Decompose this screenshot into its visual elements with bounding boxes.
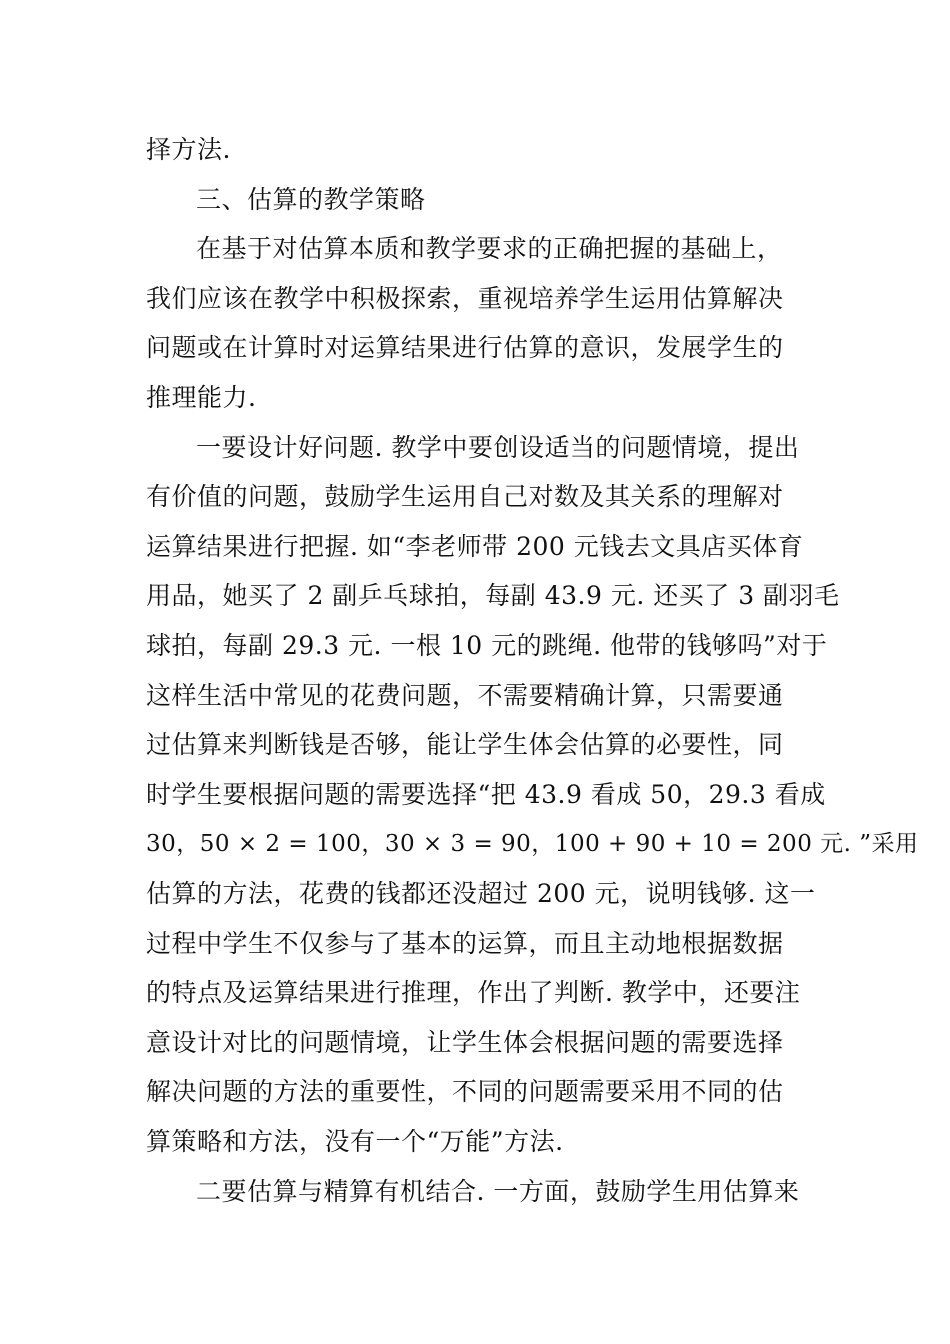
text-line: 运算结果进行把握. 如“李老师带 200 元钱去文具店买体育 <box>146 532 804 561</box>
text-line: 时学生要根据问题的需要选择“把 43.9 看成 50，29.3 看成 <box>146 780 826 809</box>
text-line: 在基于对估算本质和教学要求的正确把握的基础上， <box>196 234 783 263</box>
text-line: 用品，她买了 2 副乒乓球拍，每副 43.9 元. 还买了 3 副羽毛 <box>146 581 840 610</box>
text-line: 这样生活中常见的花费问题，不需要精确计算，只需要通 <box>146 681 784 710</box>
text-line: 我们应该在教学中积极探索，重视培养学生运用估算解决 <box>146 284 784 313</box>
text-line: 二要估算与精算有机结合. 一方面，鼓励学生用估算来 <box>196 1177 800 1206</box>
text-line: 过估算来判断钱是否够，能让学生体会估算的必要性，同 <box>146 730 784 759</box>
text-line: 过程中学生不仅参与了基本的运算，而且主动地根据数据 <box>146 929 784 958</box>
text-line: 有价值的问题，鼓励学生运用自己对数及其关系的理解对 <box>146 482 784 511</box>
text-line: 一要设计好问题. 教学中要创设适当的问题情境，提出 <box>196 433 800 462</box>
text-line: 意设计对比的问题情境，让学生体会根据问题的需要选择 <box>146 1028 784 1057</box>
text-line: 球拍，每副 29.3 元. 一根 10 元的跳绳. 他带的钱够吗”对于 <box>146 631 828 660</box>
text-line: 问题或在计算时对运算结果进行估算的意识，发展学生的 <box>146 333 784 362</box>
text-line: 择方法. <box>146 135 231 164</box>
text-line: 估算的方法，花费的钱都还没超过 200 元，说明钱够. 这一 <box>146 879 816 908</box>
text-line: 推理能力. <box>146 383 257 412</box>
section-heading: 三、估算的教学策略 <box>196 185 426 214</box>
text-line: 解决问题的方法的重要性，不同的问题需要采用不同的估 <box>146 1077 784 1106</box>
text-line: 30，50 × 2 = 100，30 × 3 = 90，100 + 90 + 10 = 200 元. ”采用 <box>146 831 919 857</box>
text-line: 算策略和方法，没有一个“万能”方法. <box>146 1127 564 1156</box>
text-line: 的特点及运算结果进行推理，作出了判断. 教学中，还要注 <box>146 978 801 1007</box>
